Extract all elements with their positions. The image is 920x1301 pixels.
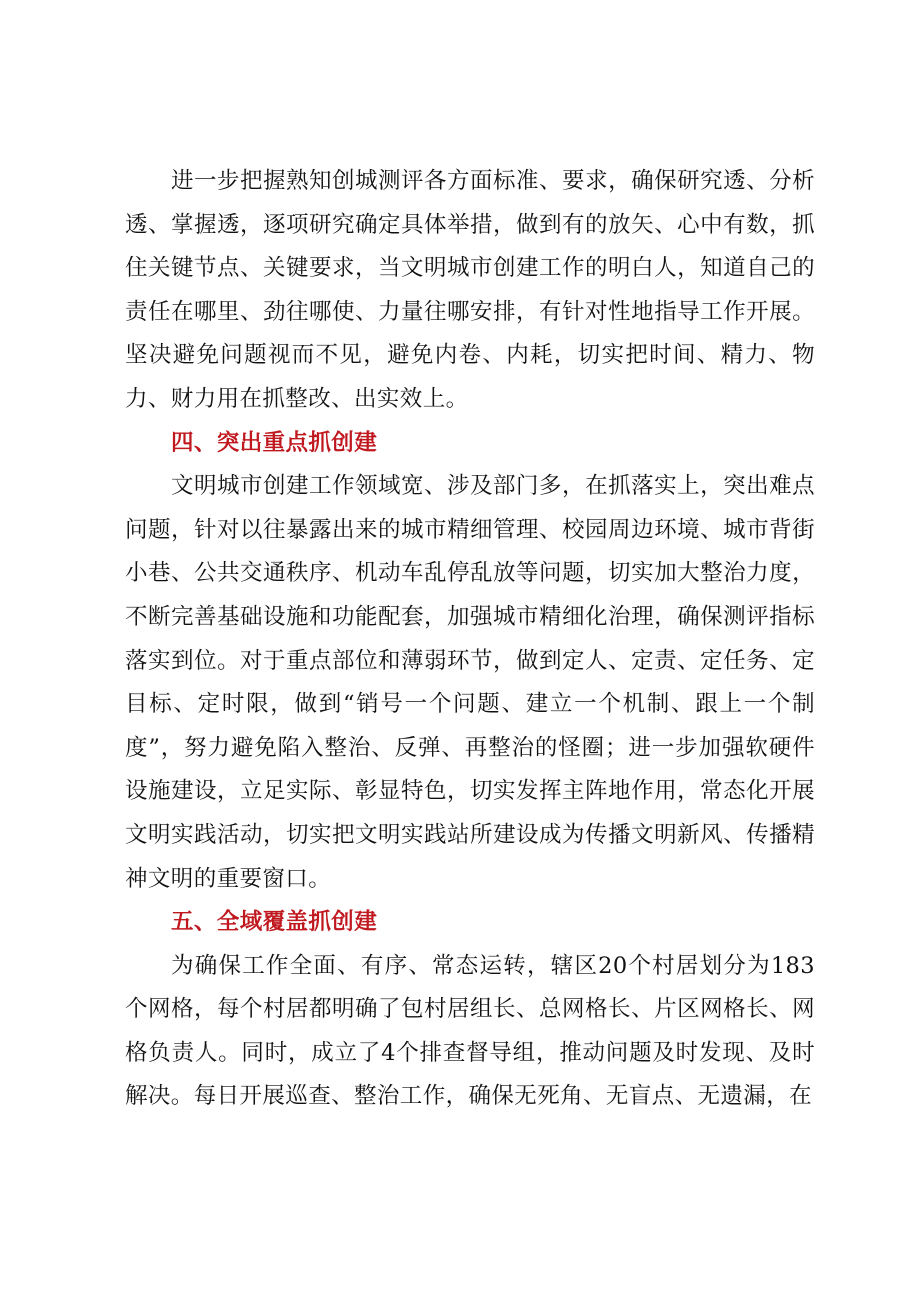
section-heading-four: 四、突出重点抓创建 [171, 429, 378, 456]
paragraph-full-coverage: 为确保工作全面、有序、常态运转，辖区20个村居划分为183个网格，每个村居都明确了包村居组长、总网格长、片区网格长、网格负责人。同时，成立了4个排查督导组，推动问题及时发现、及时解决。每日开展巡查、整治工作，确保无死角、无盲点、无遗漏，在 [125, 952, 815, 1110]
paragraph-standards: 进一步把握熟知创城测评各方面标准、要求，确保研究透、分析透、掌握透，逐项研究确定具体举措，做到有的放矢、心中有数，抓住关键节点、关键要求，当文明城市创建工作的明白人，知道自己的责任在哪里、劲往哪使、力量往哪安排，有针对性地指导工作开展。坚决避免问题视而不见，避免内卷、内耗，切实把时间、精力、物力、财力用在抓整改、出实效上。 [125, 168, 815, 412]
section-heading-five: 五、全域覆盖抓创建 [171, 909, 378, 936]
paragraph-key-points: 文明城市创建工作领域宽、涉及部门多，在抓落实上，突出难点问题，针对以往暴露出来的城市精细管理、校园周边环境、城市背街小巷、公共交通秩序、机动车乱停乱放等问题，切实加大整治力度，不断完善基础设施和功能配套，加强城市精细化治理，确保测评指标落实到位。对于重点部位和薄弱环节，做到定人、定责、定任务、定目标、定时限，做到“销号一个问题、建立一个机制、跟上一个制度”，努力避免陷入整治、反弹、再整治的怪圈；进一步加强软硬件设施建设，立足实际、彰显特色，切实发挥主阵地作用，常态化开展文明实践活动，切实把文明实践站所建设成为传播文明新风、传播精神文明的重要窗口。 [125, 473, 815, 892]
document-body [125, 160, 815, 1119]
